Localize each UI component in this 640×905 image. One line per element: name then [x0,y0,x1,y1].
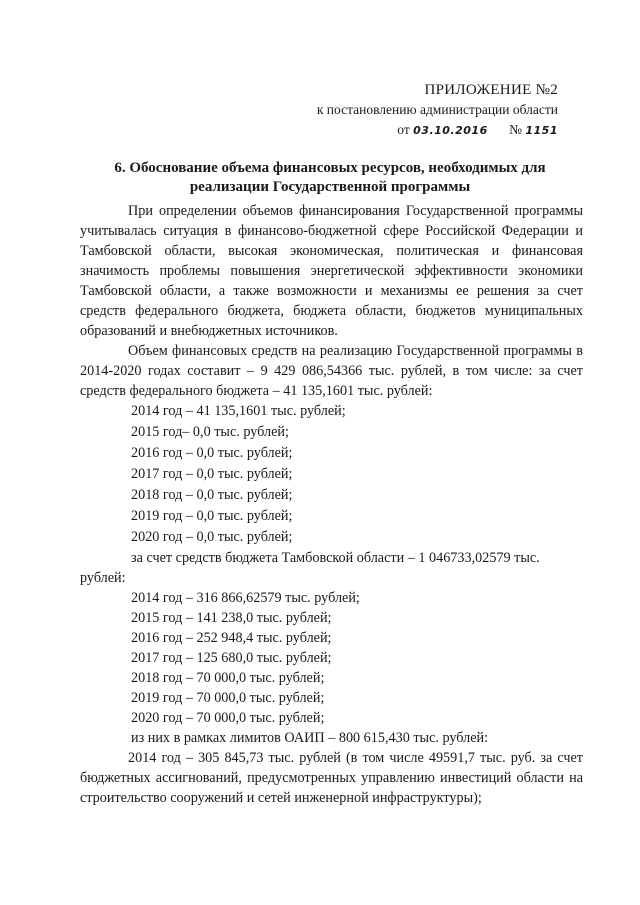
handwritten-number: 1151 [525,124,558,137]
paragraph-2014-details: 2014 год – 305 845,73 тыс. рублей (в том числе 49591,7 тыс. руб. за счет бюджетных ассигнований, предусмотренных управлению инвестиций области на строительство сооружений и сетей инженерной инфраструктуры); [80,750,583,806]
appendix-subtitle: к постановлению администрации области [316,102,558,117]
regional-year-line: 2019 год – 70 000,0 тыс. рублей; [131,690,325,706]
regional-year-line: 2015 год – 141 238,0 тыс. рублей; [131,610,332,626]
regional-year-line: 2020 год – 70 000,0 тыс. рублей; [131,710,325,726]
handwritten-date: 03.10.2016 [413,124,488,137]
federal-year-line: 2018 год – 0,0 тыс. рублей; [131,487,293,503]
federal-year-line: 2015 год– 0,0 тыс. рублей; [131,424,289,440]
regional-budget-line: за счет средств бюджета Тамбовской области – 1 046733,02579 тыс. рублей: [80,550,540,586]
federal-year-line: 2014 год – 41 135,1601 тыс. рублей; [131,403,346,419]
regional-year-line: 2016 год – 252 948,4 тыс. рублей; [131,630,332,646]
regional-year-line: 2017 год – 125 680,0 тыс. рублей; [131,650,332,666]
section-heading-line-2: реализации Государственной программы [189,179,471,195]
date-prefix: от [397,122,410,137]
federal-year-line: 2016 год – 0,0 тыс. рублей; [131,445,293,461]
federal-year-line: 2020 год – 0,0 тыс. рублей; [131,529,293,545]
appendix-date-line [278,120,558,141]
number-label: № [509,122,522,137]
paragraph-total-volume: Объем финансовых средств на реализацию Государственной программы в 2014-2020 годах составит – 9 429 086,54366 тыс. рублей, в том числе: за счет средств федерального бюджета – 41 135,1601 тыс. рублей: [80,343,583,399]
oaip-limits-line: из них в рамках лимитов ОАИП – 800 615,430 тыс. рублей: [131,730,489,746]
section-heading-line-1: 6. Обоснование объема финансовых ресурсов, необходимых для [114,160,546,176]
regional-year-line: 2018 год – 70 000,0 тыс. рублей; [131,670,325,686]
appendix-title: ПРИЛОЖЕНИЕ №2 [424,82,558,98]
federal-year-line: 2019 год – 0,0 тыс. рублей; [131,508,293,524]
document-body [80,201,583,808]
section-heading [80,159,580,197]
appendix-header [278,80,558,141]
regional-year-line: 2014 год – 316 866,62579 тыс. рублей; [131,590,360,606]
paragraph-financing-basis: При определении объемов финансирования Государственной программы учитывалась ситуация в финансово-бюджетной сфере Российской Федерации и Тамбовской области, высокая экономическая, политическая и финансовая значимость проблемы повышения энергетической эффективности экономики Тамбовской области, а также возможности и механизмы ее решения за счет средств федерального бюджета, бюджета области, бюджетов муниципальных образований и внебюджетных источников. [80,203,583,339]
federal-year-line: 2017 год – 0,0 тыс. рублей; [131,466,293,482]
